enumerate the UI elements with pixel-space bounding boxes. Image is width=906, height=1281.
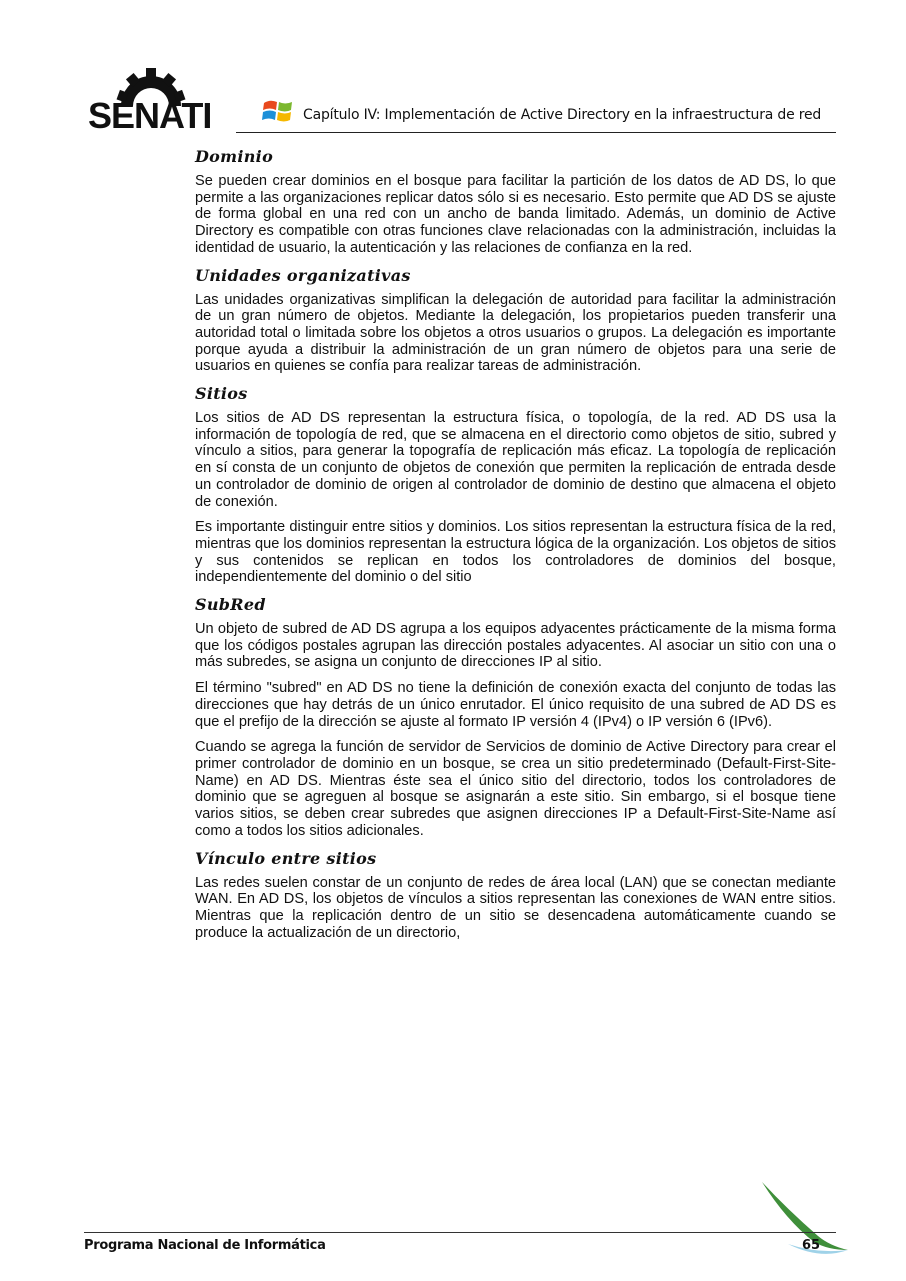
section-subred: [195, 595, 836, 839]
windows-flag-icon: [262, 97, 294, 125]
senati-logo: [88, 66, 234, 134]
page-header: [0, 0, 906, 140]
section-vinculo-entre-sitios: [195, 849, 836, 942]
paragraph: Los sitios de AD DS representan la estructura física, o topología, de la red. AD DS usa la información de topología de red, que se almacena en el directorio como objetos de sitio, subred y vínculo a sitios, para generar la topografía de replicación más eficaz. La topología de replicación en sí consta de un conjunto de objetos de conexión que permiten la replicación de entrada desde un controlador de dominio de origen al controlador de dominio de destino que almacena el objeto de conexión.: [195, 410, 836, 510]
section-sitios: [195, 384, 836, 586]
logo-text: SENATI: [88, 95, 212, 136]
chapter-title: Capítulo IV: Implementación de Active Directory en la infraestructura de red: [303, 107, 822, 123]
paragraph: Se pueden crear dominios en el bosque para facilitar la partición de los datos de AD DS, lo que permite a las organizaciones replicar datos sólo si es necesario. Esto permite que AD DS se ajuste de forma global en una red con un ancho de banda limitado. Además, un dominio de Active Directory es compatible con otras funciones clave relacionadas con la administración, incluidas la identidad de usuario, la autenticación y las relaciones de confianza en la red.: [195, 173, 836, 256]
section-dominio: [195, 147, 836, 257]
section-unidades-organizativas: [195, 266, 836, 376]
footer-divider: [84, 1232, 836, 1233]
paragraph: Las unidades organizativas simplifican la delegación de autoridad para facilitar la administración de un gran número de objetos. Mediante la delegación, los propietarios pueden transferir una autoridad total o limitada sobre los objetos a otros usuarios o grupos. La delegación es importante porque ayuda a distribuir la administración de un gran número de objetos para una serie de usuarios en quienes se confía para realizar tareas de administración.: [195, 291, 836, 375]
footer-program: Programa Nacional de Informática: [84, 1238, 326, 1253]
paragraph: Cuando se agrega la función de servidor de Servicios de dominio de Active Directory para crear el primer controlador de dominio en un bosque, se crea un sitio predeterminado (Default-First-Site-Name) en AD DS. Mientras éste sea el único sitio del directorio, todos los controladores de dominio que se agreguen al bosque se asignarán a este sitio. Sin embargo, si el bosque tiene varios sitios, se deben crear subredes que asignen direcciones IP a Default-First-Site-Name así como a todos los sitios adicionales.: [195, 739, 836, 839]
section-heading: SubRed: [195, 595, 266, 615]
page-number: 65: [802, 1238, 821, 1253]
paragraph: El término "subred" en AD DS no tiene la definición de conexión exacta del conjunto de todas las direcciones que hay detrás de un único enrutador. El único requisito de una subred de AD DS es que el prefijo de la dirección se ajuste al formato IP versión 4 (IPv4) o IP versión 6 (IPv6).: [195, 680, 836, 730]
section-heading: Vínculo entre sitios: [195, 848, 377, 868]
section-heading: Sitios: [195, 384, 248, 404]
header-divider: [236, 132, 836, 133]
document-body: [195, 147, 836, 950]
section-heading: Unidades organizativas: [195, 265, 411, 285]
paragraph: Un objeto de subred de AD DS agrupa a los equipos adyacentes prácticamente de la misma forma que los códigos postales agrupan las dirección postales adyacentes. Al asociar un sitio con una o más subredes, se asigna un conjunto de direcciones IP al sitio.: [195, 621, 836, 671]
paragraph: Las redes suelen constar de un conjunto de redes de área local (LAN) que se conectan mediante WAN. En AD DS, los objetos de vínculos a sitios representan las conexiones de WAN entre sitios. Mientras que la replicación dentro de un sitio se desencadena automáticamente cuando se produce la actualización de un directorio,: [195, 874, 836, 941]
section-heading: Dominio: [195, 147, 274, 166]
paragraph: Es importante distinguir entre sitios y dominios. Los sitios representan la estructura física de la red, mientras que los dominios representan la estructura lógica de la organización. Los objetos de sitios y sus contenidos se replican en todos los controladores de dominios del bosque, independientemente del dominio o del sitio: [195, 519, 836, 586]
